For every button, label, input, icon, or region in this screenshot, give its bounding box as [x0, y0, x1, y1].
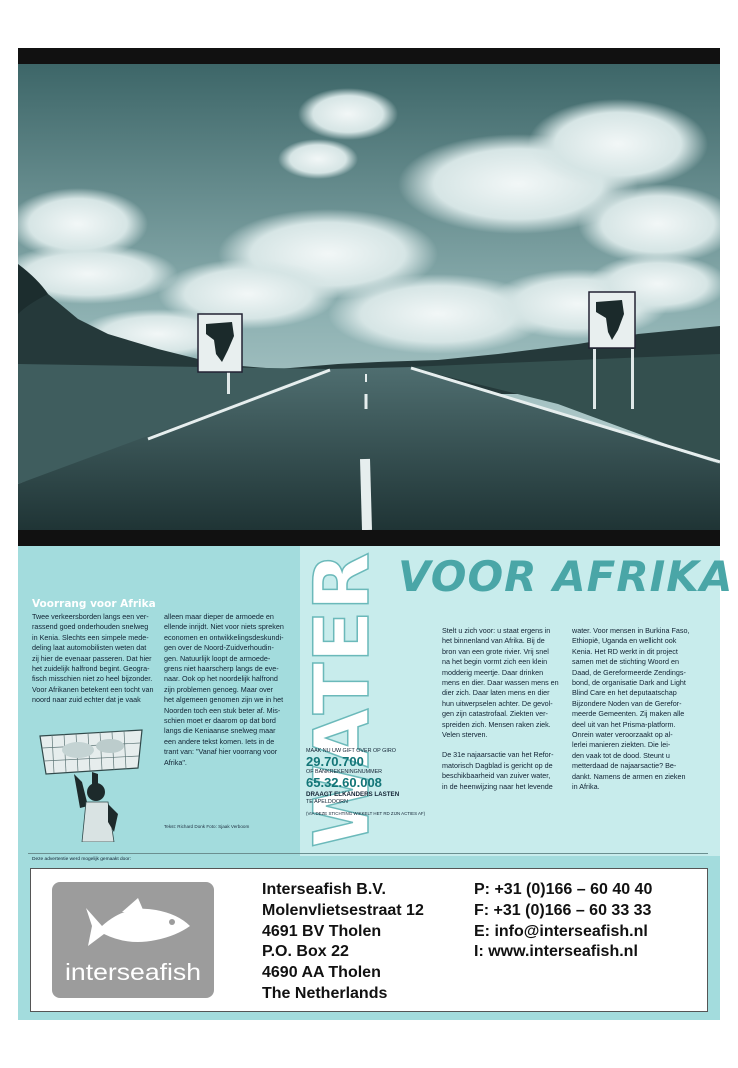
logo-text: interseafish — [65, 959, 201, 985]
article-column-3 — [442, 626, 562, 792]
text-line: economen en ontwikkelingsdeskundi- — [164, 632, 284, 642]
text-line: mens en dier. Daar wassen mens en — [442, 678, 559, 688]
foundation-note: (VIA DEZE STICHTING WIKKELT HET RD ZIJN ACTIES AF) — [306, 811, 426, 816]
text-line: samen met de stichting Woord en — [572, 657, 679, 667]
giro-intro: MAAK NU UW GIFT OVER OP GIRO — [306, 748, 396, 754]
text-line: Afrika". — [164, 757, 187, 767]
text-line: Daad, de Gereformeerde Zendings- — [572, 667, 686, 677]
website-line: I: www.interseafish.nl — [474, 943, 638, 961]
divider — [28, 853, 708, 854]
text-line: gen. Natuurlijk loopt de armoede- — [164, 653, 271, 663]
article-column-4 — [572, 626, 696, 793]
text-line: beschikbaarheid van zuiver water, — [442, 771, 551, 781]
fax-line: F: +31 (0)166 – 60 33 33 — [474, 901, 652, 919]
fish-icon — [52, 882, 214, 998]
text-line: het algemeen genomen zijn we in het — [164, 695, 284, 705]
text-line: gen zijn catastrofaal. Ziekten ver- — [442, 709, 548, 719]
bank-intro: OF BANKREKENINGNUMMER — [306, 769, 383, 775]
text-line: grens niet haarscherp langs de eve- — [164, 664, 279, 674]
bottom-black-bar — [18, 530, 720, 546]
phone-line: P: +31 (0)166 – 60 40 40 — [474, 881, 653, 898]
text-line: lerlei manieren ziekten. Die lei- — [572, 740, 671, 750]
sponsor-intro: Deze advertentie werd mogelijk gemaakt door: — [32, 857, 131, 862]
text-line: dier zich. Daar laten mens en dier — [442, 688, 550, 698]
text-line: De 31e najaarsactie van het Refor- — [442, 750, 554, 760]
text-line: matorisch Dagblad is gericht op de — [442, 760, 553, 770]
text-line: in de heenwijzing naar het levende — [442, 781, 553, 791]
email-line: E: info@interseafish.nl — [474, 922, 648, 940]
address-line: 4690 AA Tholen — [262, 964, 381, 982]
address-line: Molenvlietsestraat 12 — [262, 901, 424, 919]
text-line: ellende inrijdt. Niet voor niets spreken — [164, 622, 284, 632]
text-line: bond, de organisatie Dark and Light — [572, 678, 686, 688]
text-line: Bijzondere Noden van de Gerefor- — [572, 698, 682, 708]
text-line: gen over de Noord-Zuidverhoudin- — [164, 643, 274, 653]
text-line: metterdaad de najaarsactie? Be- — [572, 761, 677, 771]
interseafish-logo — [52, 882, 214, 998]
text-line: Kenia. Het RD werkt in dit project — [572, 646, 678, 656]
text-line: schien moet er daarom op dat bord — [164, 716, 276, 726]
text-line: Velen sterven. — [442, 730, 488, 740]
text-line: naar. Ook op het noordelijk halfrond — [164, 674, 278, 684]
article-column-1 — [32, 612, 154, 706]
address-line: The Netherlands — [262, 984, 388, 1002]
water-word: WATER — [298, 552, 378, 848]
text-line: deel uit van het Prisma-platform. — [572, 719, 676, 729]
sponsor-contact — [474, 880, 652, 963]
text-line: het binnenland van Afrika. Bij de — [442, 636, 545, 646]
text-line: modderig meertje. Daar drinken — [442, 667, 544, 677]
text-line: Noorden toch een stuk beter af. Mis- — [164, 705, 281, 715]
address-line: Interseafish B.V. — [262, 881, 386, 898]
text-line: zijn problemen genoeg. Maar over — [164, 684, 274, 694]
text-line: Stelt u zich voor: u staat ergens in — [442, 626, 551, 635]
text-line: meerde Gemeenten. Zij maken alle — [572, 709, 685, 719]
foundation-city: TE APELDOORN — [306, 799, 348, 805]
article-title: Voorrang voor Afrika — [32, 598, 156, 610]
text-line: deling laat automobilisten weten dat — [32, 643, 147, 653]
text-line: Blind Care en het deputaatschap — [572, 688, 677, 698]
text-line: rassend goed onderhouden snelweg — [32, 622, 149, 632]
text-line: zij hier de evenaar passeren. Dat hier — [32, 653, 152, 663]
woman-with-basket-photo — [34, 722, 152, 842]
address-line: P.O. Box 22 — [262, 943, 349, 961]
road-photo — [18, 64, 720, 530]
giro-number: 29.70.700 — [306, 754, 364, 769]
sponsor-address — [262, 880, 424, 1005]
text-line: Onrein water veroorzaakt op al- — [572, 730, 673, 740]
text-line: den vaak tot de dood. Steunt u — [572, 750, 670, 760]
text-line: water. Voor mensen in Burkina Faso, — [572, 626, 690, 635]
photo-credit: Tekst: Richard Donk Foto: Sjaak Verboom — [164, 824, 250, 829]
article-column-2 — [164, 612, 288, 768]
text-line: na het begin vormt zich een klein — [442, 657, 548, 667]
text-line: Ethiopië, Uganda en wellicht ook — [572, 636, 677, 646]
text-line: spreiden zich. Mensen raken ziek. — [442, 719, 551, 729]
text-line: bron van een grote rivier. Vrij snel — [442, 646, 549, 656]
text-line: noord naar zuid echter dat je vaak — [32, 695, 141, 705]
foundation-slogan: DRAAGT ELKANDERS LASTEN — [306, 791, 400, 798]
text-line: alleen maar dieper de armoede en — [164, 612, 274, 621]
text-line: fisch misschien niet zo heel bijzonder. — [32, 674, 153, 684]
text-line: het zuidelijk halfrond begint. Geogra- — [32, 664, 150, 674]
road-photo-graphic — [18, 64, 720, 530]
bank-number: 65.32.60.008 — [306, 775, 382, 790]
text-line: trant van: "Vanaf hier voorrang voor — [164, 747, 278, 757]
text-line: in Kenia. Slechts een simpele mede- — [32, 632, 149, 642]
text-line: dankt. Namens de armen en zieken — [572, 771, 686, 781]
address-line: 4691 BV Tholen — [262, 922, 382, 940]
text-line: een andere tekst komen. Iets in de — [164, 736, 275, 746]
text-line: Voor Afrikanen betekent een tocht van — [32, 684, 154, 694]
text-line: langs die Keniaanse snelweg maar — [164, 726, 276, 736]
top-black-bar — [18, 48, 720, 64]
text-line: hun uitwerpselen achter. De gevol- — [442, 698, 553, 708]
voor-afrika-headline: VOOR AFRIKA — [398, 552, 734, 601]
text-line: Twee verkeersborden langs een ver- — [32, 612, 149, 621]
text-line: in Afrika. — [572, 782, 600, 792]
donation-info — [306, 748, 446, 817]
